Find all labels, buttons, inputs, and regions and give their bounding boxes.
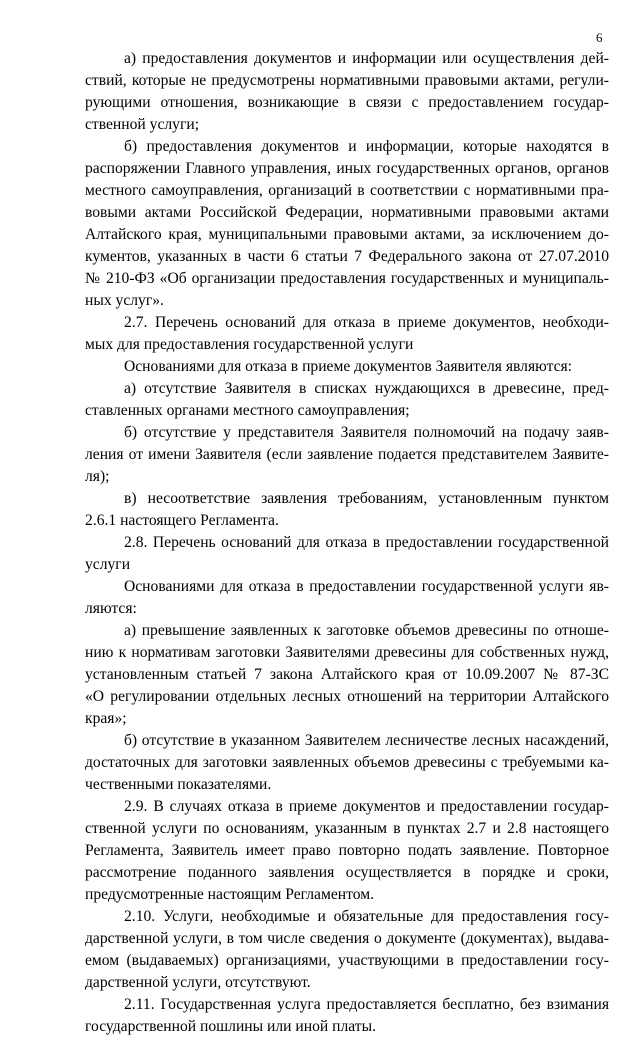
text-line: а) предоставления документов и информации или осуществления дей- (124, 50, 609, 67)
paragraph (85, 576, 609, 620)
paragraph (85, 136, 609, 312)
text-line: услуги (85, 556, 131, 573)
text-line: ственной услуги; (85, 116, 200, 133)
paragraph (85, 378, 609, 422)
paragraph (85, 422, 609, 488)
text-line: рассмотрение поданного заявления осуществляется в порядке и сроки, (85, 864, 609, 881)
text-line: 2.6.1 настоящего Регламента. (85, 512, 279, 529)
text-line: Основаниями для отказа в предоставлении государственной услуги яв- (124, 578, 609, 595)
text-line: 2.11. Государственная услуга предоставляется бесплатно, без взимания (124, 996, 609, 1013)
text-line: в) несоответствие заявления требованиям, установленным пунктом (124, 490, 609, 507)
text-line: ствий, которые не предусмотрены нормативными правовыми актами, регули- (85, 72, 609, 89)
text-line: предусмотренные настоящим Регламентом. (85, 886, 374, 903)
text-line: чественными показателями. (85, 776, 272, 793)
text-line: государственной пошлины или иной платы. (85, 1018, 376, 1035)
text-line: ления от имени Заявителя (если заявление подается представителем Заявите- (85, 446, 609, 463)
text-line: б) отсутствие у представителя Заявителя полномочий на подачу заяв- (124, 424, 609, 441)
text-line: мых для предоставления государственной услуги (85, 336, 414, 353)
text-line: края»; (85, 710, 127, 727)
text-line: Алтайского края, муниципальными правовыми актами, за исключением до- (85, 226, 609, 243)
text-line: дарственной услуги, в том числе сведения о документе (документах), выдава- (85, 930, 609, 947)
paragraph (85, 730, 609, 796)
paragraph (85, 994, 609, 1038)
text-line: дарственной услуги, отсутствуют. (85, 974, 311, 991)
paragraph (85, 620, 609, 730)
text-line: установленным статьей 7 закона Алтайского края от 10.09.2007 № 87-ЗС (85, 666, 609, 683)
paragraph (85, 796, 609, 906)
text-line: б) отсутствие в указанном Заявителем лесничестве лесных насаждений, (124, 732, 609, 749)
text-line: ставленных органами местного самоуправления; (85, 402, 410, 419)
text-line: «О регулировании отдельных лесных отношений на территории Алтайского (85, 688, 609, 705)
text-line: 2.8. Перечень оснований для отказа в предоставлении государственной (124, 534, 609, 551)
paragraph (85, 532, 609, 576)
text-line: ных услуг». (85, 292, 164, 309)
text-line: 2.7. Перечень оснований для отказа в приеме документов, необходи- (124, 314, 609, 331)
paragraph (85, 356, 609, 378)
paragraph (85, 488, 609, 532)
text-line: местного самоуправления, организаций в соответствии с нормативными пра- (85, 182, 609, 199)
text-line: нию к нормативам заготовки Заявителями древесины для собственных нужд, (85, 644, 609, 661)
text-line: а) отсутствие Заявителя в списках нуждающихся в древесине, пред- (124, 380, 609, 397)
paragraph (85, 48, 609, 136)
text-line: емом (выдаваемых) организациями, участвующими в предоставлении госу- (85, 952, 609, 969)
text-line: 2.9. В случаях отказа в приеме документов и предоставлении государ- (124, 798, 609, 815)
text-line: Основаниями для отказа в приеме документов Заявителя являются: (124, 358, 573, 375)
text-line: Регламента, Заявитель имеет право повторно подать заявление. Повторное (85, 842, 609, 859)
text-line: б) предоставления документов и информации, которые находятся в (124, 138, 609, 155)
text-line: ственной услуги по основаниям, указанным в пунктах 2.7 и 2.8 настоящего (85, 820, 609, 837)
text-line: рующими отношения, возникающие в связи с предоставлением государ- (85, 94, 609, 111)
text-line: достаточных для заготовки заявленных объемов древесины с требуемыми ка- (85, 754, 609, 771)
text-line: 2.10. Услуги, необходимые и обязательные для предоставления госу- (124, 908, 609, 925)
page-number: 6 (596, 30, 603, 45)
document-body (85, 48, 609, 1038)
paragraph (85, 312, 609, 356)
text-line: распоряжении Главного управления, иных государственных органов, органов (85, 160, 609, 177)
paragraph (85, 906, 609, 994)
text-line: ляются: (85, 600, 137, 617)
text-line: ля); (85, 468, 110, 485)
text-line: № 210-ФЗ «Об организации предоставления государственных и муниципаль- (85, 270, 609, 287)
text-line: вовыми актами Российской Федерации, нормативными правовыми актами (85, 204, 609, 221)
text-line: кументов, указанных в части 6 статьи 7 Федерального закона от 27.07.2010 (85, 248, 609, 265)
text-line: а) превышение заявленных к заготовке объемов древесины по отноше- (124, 622, 609, 639)
